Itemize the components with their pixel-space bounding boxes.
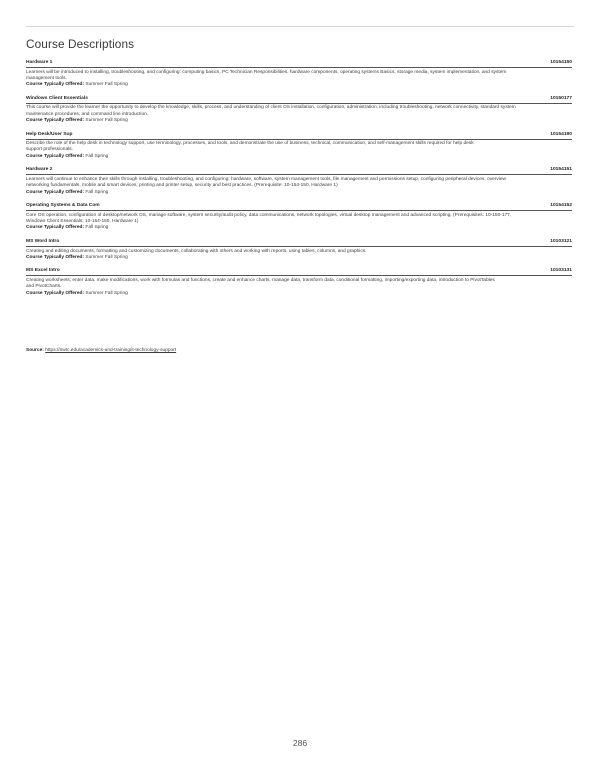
source-label: Source:: [26, 348, 44, 353]
page-title: Course Descriptions: [26, 37, 135, 51]
course-header: [26, 96, 572, 104]
course-code: 10154151: [550, 167, 572, 173]
source-link[interactable]: https://nwtc.edu/academics-and-training/it-technology-support: [45, 348, 177, 353]
source-line: [26, 348, 176, 354]
course-description: [26, 278, 572, 291]
course-description-line: Learners will continue to enhance their skills through installing, troubleshooting, and configuring: hardware, software, system management tools, file management and permissions setup, configuring peripheral devices, overview: [26, 176, 506, 182]
course-entry: [26, 60, 572, 89]
offered-label: Course Typically Offered:: [26, 254, 85, 260]
course-entry: [26, 203, 572, 232]
course-offered: [26, 118, 572, 124]
course-description-line: networking fundamentals, mobile and smart devices, printing and printer setup, security and best practices. (Prerequisite: 10-154-150, Hardware 1): [26, 183, 338, 189]
course-description: [26, 213, 572, 226]
course-offered: [26, 291, 572, 297]
course-code: 10103131: [550, 268, 572, 274]
course-description-line: support professionals.: [26, 147, 73, 153]
course-code: 10154152: [550, 203, 572, 209]
course-code: 10154190: [550, 131, 572, 137]
offered-label: Course Typically Offered:: [26, 82, 85, 88]
course-description-line: and PivotCharts.: [26, 284, 62, 290]
offered-terms: Summer Fall Spring: [85, 254, 128, 260]
offered-terms: Summer Fall Spring: [85, 82, 128, 88]
course-offered: [26, 255, 572, 261]
page-number: 286: [292, 738, 308, 748]
course-code: 10154150: [550, 60, 572, 65]
course-description-line: This course will provide the learner the opportunity to develop the knowledge, skills, process, and understanding of client OS installation, configuration, administration, including troubleshooting, network connectivity, standard system: [26, 105, 516, 111]
course-description: [26, 177, 572, 190]
course-header: [26, 60, 572, 68]
course-description-line: Windows Client Essentials; 10-154-150, Hardware 1): [26, 219, 139, 225]
course-description-line: maintenance procedures, and command line introduction.: [26, 111, 149, 117]
offered-label: Course Typically Offered:: [26, 153, 85, 159]
course-description: [26, 70, 572, 83]
course-name: Operating Systems & Data Com: [26, 203, 100, 209]
course-entry: [26, 96, 572, 125]
course-entry: [26, 132, 572, 161]
course-header: [26, 167, 572, 175]
course-name: Help Desk/User Sup: [26, 131, 73, 137]
course-description-line: Core OS operation, configuration of desktop/network OS, manage software, system security/audit policy, data communications, network topologies, virtual desktop management and advanced scripting. (Prerequisites: 10-150-177,: [26, 212, 512, 218]
course-offered: [26, 190, 572, 196]
offered-label: Course Typically Offered:: [26, 117, 85, 123]
course-offered: [26, 82, 572, 88]
course-header: [26, 203, 572, 211]
course-entry: [26, 268, 572, 297]
course-entry: [26, 239, 572, 261]
offered-terms: Summer Fall Spring: [85, 117, 128, 123]
offered-terms: Summer Fall Spring: [85, 290, 128, 296]
course-name: Hardware 1: [26, 60, 53, 65]
offered-terms: Fall Spring: [85, 225, 109, 231]
course-name: Hardware 2: [26, 167, 53, 173]
course-description: [26, 141, 572, 154]
top-divider: [26, 26, 574, 27]
course-name: Windows Client Essentials: [26, 95, 88, 101]
course-name: MS Word Intro: [26, 238, 60, 244]
course-description-line: management tools.: [26, 75, 67, 81]
course-description-line: Creating worksheets; enter data, make modifications, work with formulas and functions, create and enhance charts, manage data, transform data, conditional formatting, importing/exporting data, introduction to PivotTables: [26, 277, 495, 283]
course-entry: [26, 167, 572, 196]
course-code: 10150177: [550, 95, 572, 101]
course-description-line: Learners will be introduced to installing, troubleshooting, and configuring: computing basics, PC Technician Responsibilities, hardware components, operating systems Basics, storage media, system implementation, and system: [26, 69, 507, 75]
course-description-line: Describe the role of the help desk in technology support, use terminology, processes, and tools, and demonstrate the use of business, technical, communication, and self-management skills required for help desk: [26, 141, 474, 147]
offered-label: Course Typically Offered:: [26, 290, 85, 296]
course-description-line: Creating and editing documents, formatting and customizing documents, collaborating with others and working with reports, using tables, columns, and graphics.: [26, 248, 367, 254]
course-header: [26, 268, 572, 276]
offered-terms: Fall Spring: [85, 153, 109, 159]
course-description: [26, 105, 572, 118]
course-header: [26, 132, 572, 140]
course-offered: [26, 154, 572, 160]
offered-label: Course Typically Offered:: [26, 225, 85, 231]
course-offered: [26, 225, 572, 231]
course-name: MS Excel Intro: [26, 268, 60, 274]
course-code: 10103121: [550, 238, 572, 244]
course-header: [26, 239, 572, 247]
course-list: [26, 60, 572, 304]
offered-label: Course Typically Offered:: [26, 189, 85, 195]
offered-terms: Fall Spring: [85, 189, 109, 195]
